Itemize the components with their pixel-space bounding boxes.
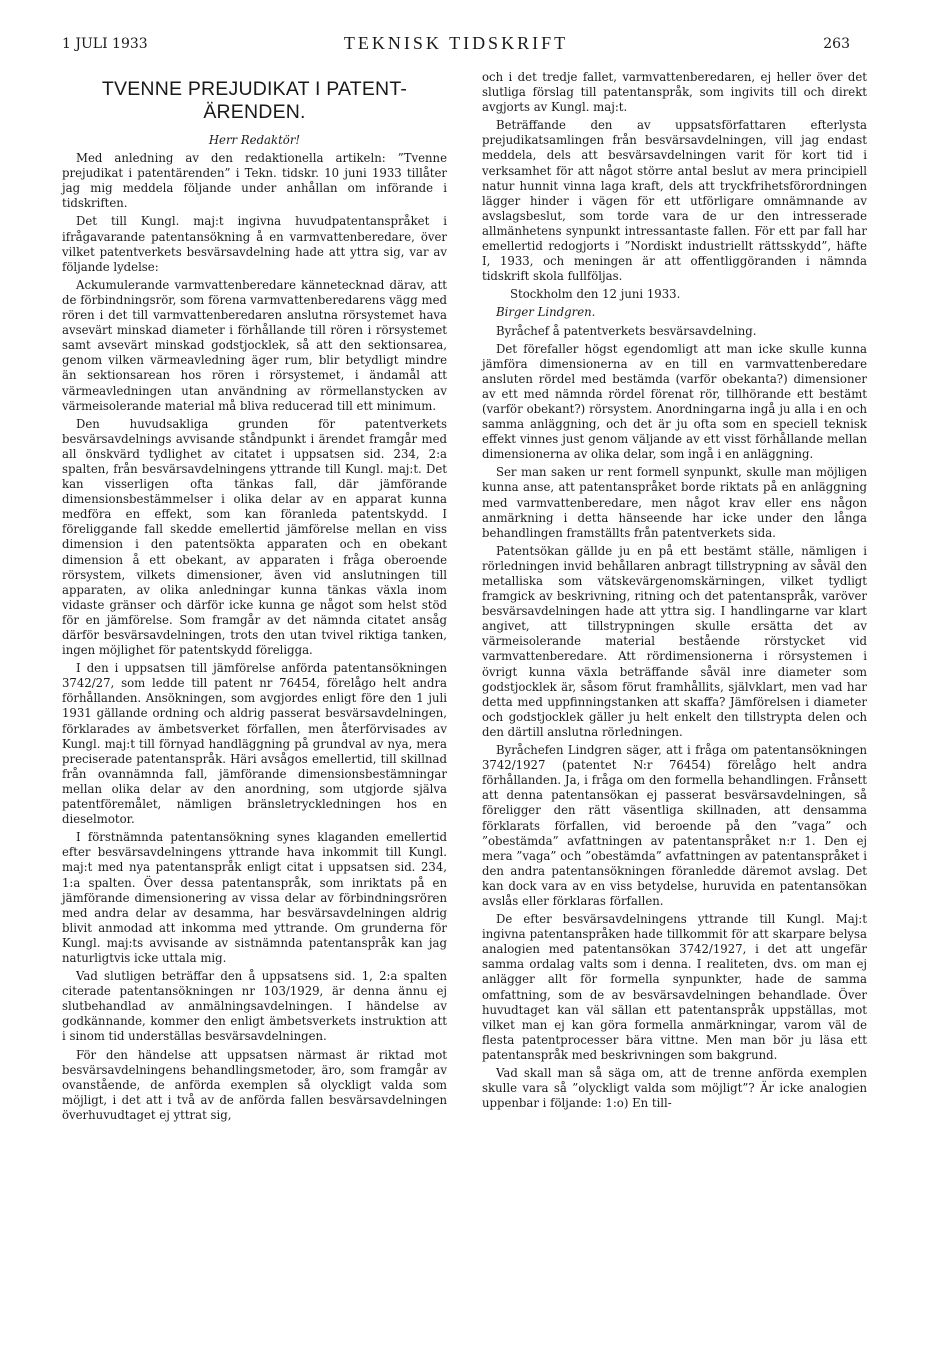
salutation: Herr Redaktör! <box>208 133 301 147</box>
article-title <box>62 78 447 124</box>
paragraph: Byråchefen Lindgren säger, att i fråga om patentansökningen 3742/1927 (patentet N:r 76454) förelågo helt andra förhållanden. Ja, i fråga om den formella behandlingen. Frånsett att denna patentansökan ej passerat besvärsavdelningen, så föreligger den rätt väsentliga skillnaden, att densamma förklarats förfallen, vid beroende på den ”vaga” och ”obestämda” avfattningen av patentanspråket n:r 1. Den ej mera ”vaga” och ”obestämda” avfattningen av patentanspråket i den andra patentansökningen föranledde däremot avslag. Det kan dock vara av en viss betydelse, huruvida en patentansökan avslås eller förklaras förfallen. <box>482 743 867 908</box>
paragraph: Det förefaller högst egendomligt att man icke skulle kunna jämföra dimensionerna av en till en varmvattenberedare ansluten rördel med bestämda (varför obekanta?) dimensioner av ett med nämnda rördel förenat rör, tillhörande ett bestämt (varför obekant?) rörsystem. Anordningarna ingå ju alla i en och samma anläggning, och det är ju ofta som en speciell teknisk effekt vinnes just genom väljande av ett visst förhållande mellan dimensionerna av olika delar, som ingå i en anläggning. <box>482 341 867 462</box>
paragraph: Beträffande den av uppsatsförfattaren efterlysta prejudikatsamlingen från besvärsavdelningen, vill jag endast meddela, dels att besvärsavdelningen varit för kort tid i verksamhet för att något större antal beslut av mera principiell natur hunnit vinna laga kraft, dels att tryckfrihetsförordningen lägger hinder i vägen för ett utförligare omnämnande av avslagsbeslut, som torde vara de ur den intresserade allmänhetens synpunkt intressantaste fallen. För ett par fall har emellertid redogjorts i ”Nordiskt industriellt rättsskydd”, häfte I, 1933, och meningen är att offentliggöranden i nämnda tidskrift skola fullföljas. <box>482 118 867 284</box>
paragraph: Vad skall man så säga om, att de trenne anförda exemplen skulle vara så ”olyckligt valda som möjligt”? Är icke analogien uppenbar i följande: 1:o) En till- <box>482 1066 867 1111</box>
place-date: Stockholm den 12 juni 1933. <box>510 287 681 302</box>
paragraph: Vad slutligen beträffar den å uppsatsens sid. 1, 2:a spalten citerade patentansökningen nr 103/1929, är denna ännu ej slutbehandlad av anmälningsavdelningen. I händelse av godkännande, kommer den enligt ämbetsverkets instruktion att i sinom tid underställas besvärsavdelningen. <box>62 969 447 1044</box>
page-number: 263 <box>823 36 850 52</box>
signature-name: Birger Lindgren. <box>496 305 596 320</box>
issue-date: 1 JULI 1933 <box>62 36 148 52</box>
paragraph: och i det tredje fallet, varmvattenberedaren, ej heller över det slutliga förslag till patentanspråk, som ingivits till och direkt avgjorts av Kungl. maj:t. <box>482 70 867 115</box>
article-title-line-2: ÄRENDEN. <box>203 101 306 123</box>
paragraph: De efter besvärsavdelningens yttrande till Kungl. Maj:t ingivna patentanspråken hade tillkommit för att skarpare belysa analogien med patentansökan 3742/1927, i det att ungefär samma ordalag valts som i denna. I realiteten, dvs. om man ej anlägger allt för formella synpunkter, hade de samma omfattning, som de av besvärsavdelningen behandlade. Över huvudtaget kan väl sällan ett patentanspråk uppställas, mot vilket man ej kan göra formella anmärkningar, varom väl de flesta patentprocesser bära vittne. Men man bör ju läsa ett patentanspråk med beskrivningen som bakgrund. <box>482 912 867 1062</box>
paragraph: I förstnämnda patentansökning synes klaganden emellertid efter besvärsavdelningens yttrande hava inkommit till Kungl. maj:t med nya patentanspråk enligt citat i uppsatsen sid. 234, 1:a spalten. Över dessa patentanspråk, som inriktats på en jämförande dimensionering av vissa delar av förbindningsrören med andra delar av desamma, har besvärsavdelningen aldrig blivit anmodad att inkomma med yttrande. Om grunderna för Kungl. maj:ts avvisande av sistnämnda patentanspråk kan jag naturligtvis icke uttala mig. <box>62 830 447 965</box>
right-column <box>482 70 867 1114</box>
paragraph: Med anledning av den redaktionella artikeln: ”Tvenne prejudikat i patentärenden” i Tekn. tidskr. 10 juni 1933 tillåter jag mig meddela följande under anhållan om införande i tidskriften. <box>62 151 447 211</box>
running-head <box>62 32 850 56</box>
signature-title: Byråchef å patentverkets besvärsavdelning. <box>496 323 757 338</box>
paragraph: Ackumulerande varmvattenberedare kännetecknad därav, att de förbindningsrör, som förena varmvattenberedarens vägg med rören i det till varmvattenberedaren anslutna rörsystemet hava avsevärt minskad diameter i förhållande till rören i rörsystemet samt avsevärt minskad godstjocklek, så att den sektionsarea, genom vilken värmeavledning äger rum, blir betydligt mindre än sektionsarean hos rören i rörsystemet, i ändamål att värmeavledningen utan användning av rörmellanstycken av värmeisolerande material må bliva reducerad till ett minimum. <box>62 277 447 413</box>
journal-title: TEKNISK TIDSKRIFT <box>343 33 569 53</box>
article-title-line-1: TVENNE PREJUDIKAT I PATENT- <box>101 78 408 100</box>
paragraph: Patentsökan gällde ju en på ett bestämt ställe, nämligen i rörledningen invid behållaren anbragt tillstrypning av såväl den metalliska som vätskevärgenomskärningen, vilket tydligt framgick av beskrivning, ritning och det patentanspråk, varöver besvärsavdelningen hade att yttra sig. I handlingarne var klart angivet, att tillstrypningen skulle ersätta det av värmeisolerande material bestående rörstycket vid varmvattenberedare. Att rördimensionerna i rörsystemen i övrigt kunna växla beträffande såväl inre diameter som godstjocklek är, såsom förut framhållits, självklart, men vad har detta med uppfinningstanken att skaffa? Jämförelsen i diameter och godstjocklek gäller ju helt enkelt den tillstrypta delen och den därtill anslutna rörledningen. <box>482 543 867 739</box>
paragraph: Ser man saken ur rent formell synpunkt, skulle man möjligen kunna anse, att patentanspråket borde riktats på en anläggning med varmvattenberedare, men något krav eller ens någon anmärkning i detta hänseende har icke under den långa behandlingen framställts från patentverkets sida. <box>482 465 867 540</box>
paragraph: Det till Kungl. maj:t ingivna huvudpatentanspråket i ifrågavarande patentansökning å en varmvattenberedare, över vilket patentverkets besvärsavdelning hade att yttra sig, var av följande lydelse: <box>62 214 447 274</box>
paragraph: För den händelse att uppsatsen närmast är riktad mot besvärsavdelningens behandlingsmetoder, äro, som framgår av ovanstående, de anförda exemplen så olyckligt valda som möjligt, i det att i två av de anförda fallen besvärsavdelningen överhuvudtaget ej yttrat sig, <box>62 1047 447 1122</box>
left-column <box>62 70 447 1126</box>
paragraph: Den huvudsakliga grunden för patentverkets besvärsavdelnings avvisande ståndpunkt i ärendet framgår med all önskvärd tydlighet av citatet i uppsatsen sid. 234, 2:a spalten, från besvärsavdelningens yttrande till Kungl. maj:t. Det kan visserligen ofta tänkas fall, där jämförande dimensionsbestämmelser i olika delar av en apparat kunna medföra en effekt, som kan föranleda patentskydd. I föreliggande fall skedde emellertid jämförelse mellan en viss dimension i den patentsökta apparaten och en obekant dimension å ett obekant, av apparaten i fråga oberoende rörsystem, vilkets dimensioner, även vid anslutningen till apparaten, av olika anledningar kunna tänkas växla inom vidaste gränser och därför icke kunna ge något som helst stöd för en jämförelse. Som framgår av det nämnda citatet ansåg därför besvärsavdelningen, trots den utan tvivel riktiga tanken, ingen möjlighet för patentskydd föreligga. <box>62 416 447 658</box>
paragraph: I den i uppsatsen till jämförelse anförda patentansökningen 3742/27, som ledde till patent nr 76454, förelågo helt andra förhållanden. Ansökningen, som avgjordes enligt före den 1 juli 1931 gällande ordning och aldrig passerat besvärsavdelningen, förklarades av ämbetsverket förfallen, men återförvisades av Kungl. maj:t till förnyad handläggning på grundval av nya, mera preciserade patentanspråk. Häri avsågos emellertid, till skillnad från ovannämnda fall, jämförande dimensionsbestämningar mellan olika delar av den anordning, som utgjorde själva patentföremålet, nämligen bränsletryckledningen hos en dieselmotor. <box>62 661 447 827</box>
